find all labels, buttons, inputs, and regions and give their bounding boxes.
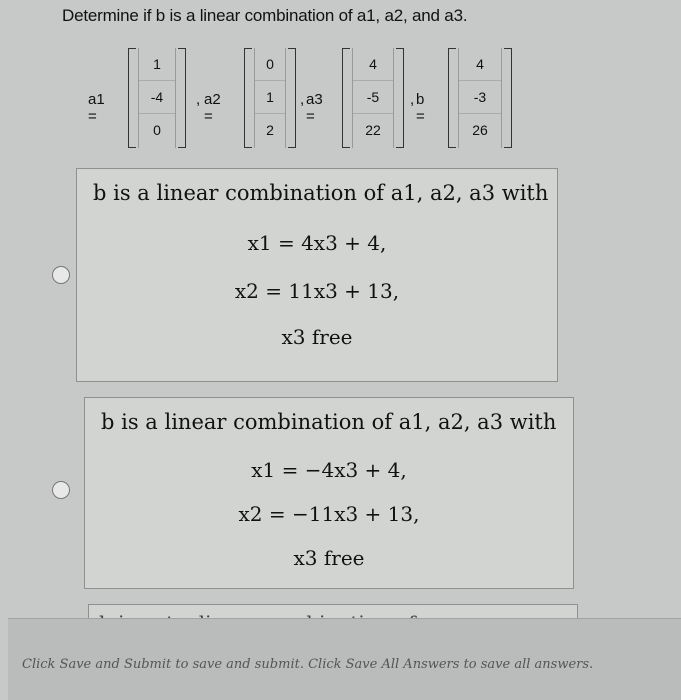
question-text: Determine if b is a linear combination of a1, a2, and a3. xyxy=(62,6,468,25)
option-1-x3: x3 free xyxy=(281,325,353,349)
a1-entry-2: -4 xyxy=(139,81,175,114)
a1-entry-1: 1 xyxy=(139,48,175,81)
option-2-x2: x2 = −11x3 + 13, xyxy=(238,502,420,526)
footer-bar xyxy=(8,618,681,700)
a3-vector xyxy=(342,48,404,148)
b-entry-2: -3 xyxy=(459,81,501,114)
option-1-radio[interactable] xyxy=(52,266,70,284)
b-vector xyxy=(448,48,512,148)
option-2-card[interactable] xyxy=(84,397,574,589)
separator: , xyxy=(196,91,201,108)
option-1-x2: x2 = 11x3 + 13, xyxy=(234,279,400,303)
option-2-x3: x3 free xyxy=(293,546,365,570)
a2-label: a2 = xyxy=(204,91,221,125)
option-2-radio[interactable] xyxy=(52,481,70,499)
option-2-x1: x1 = −4x3 + 4, xyxy=(251,458,407,482)
option-2-heading: b is a linear combination of a1, a2, a3 with xyxy=(101,410,557,434)
a3-entry-3: 22 xyxy=(365,122,381,138)
a2-vector xyxy=(244,48,296,148)
a2-entry-3: 2 xyxy=(266,122,274,138)
b-label: b = xyxy=(416,91,425,125)
a1-vector xyxy=(128,48,186,148)
option-1-heading: b is a linear combination of a1, a2, a3 with xyxy=(93,181,549,205)
option-1-card[interactable] xyxy=(76,168,558,382)
a1-label: a1 = xyxy=(88,91,105,125)
b-entry-3: 26 xyxy=(472,122,488,138)
separator: , xyxy=(300,91,305,108)
a2-entry-2: 1 xyxy=(255,81,285,114)
a3-entry-1: 4 xyxy=(353,48,393,81)
a1-entry-3: 0 xyxy=(153,122,161,138)
option-1-x1: x1 = 4x3 + 4, xyxy=(247,231,387,255)
a3-entry-2: -5 xyxy=(353,81,393,114)
separator: , xyxy=(410,91,415,108)
b-entry-1: 4 xyxy=(459,48,501,81)
footer-instructions: Click Save and Submit to save and submit. Click Save All Answers to save all answers. xyxy=(22,657,594,672)
a2-entry-1: 0 xyxy=(255,48,285,81)
a3-label: a3 = xyxy=(306,91,323,125)
